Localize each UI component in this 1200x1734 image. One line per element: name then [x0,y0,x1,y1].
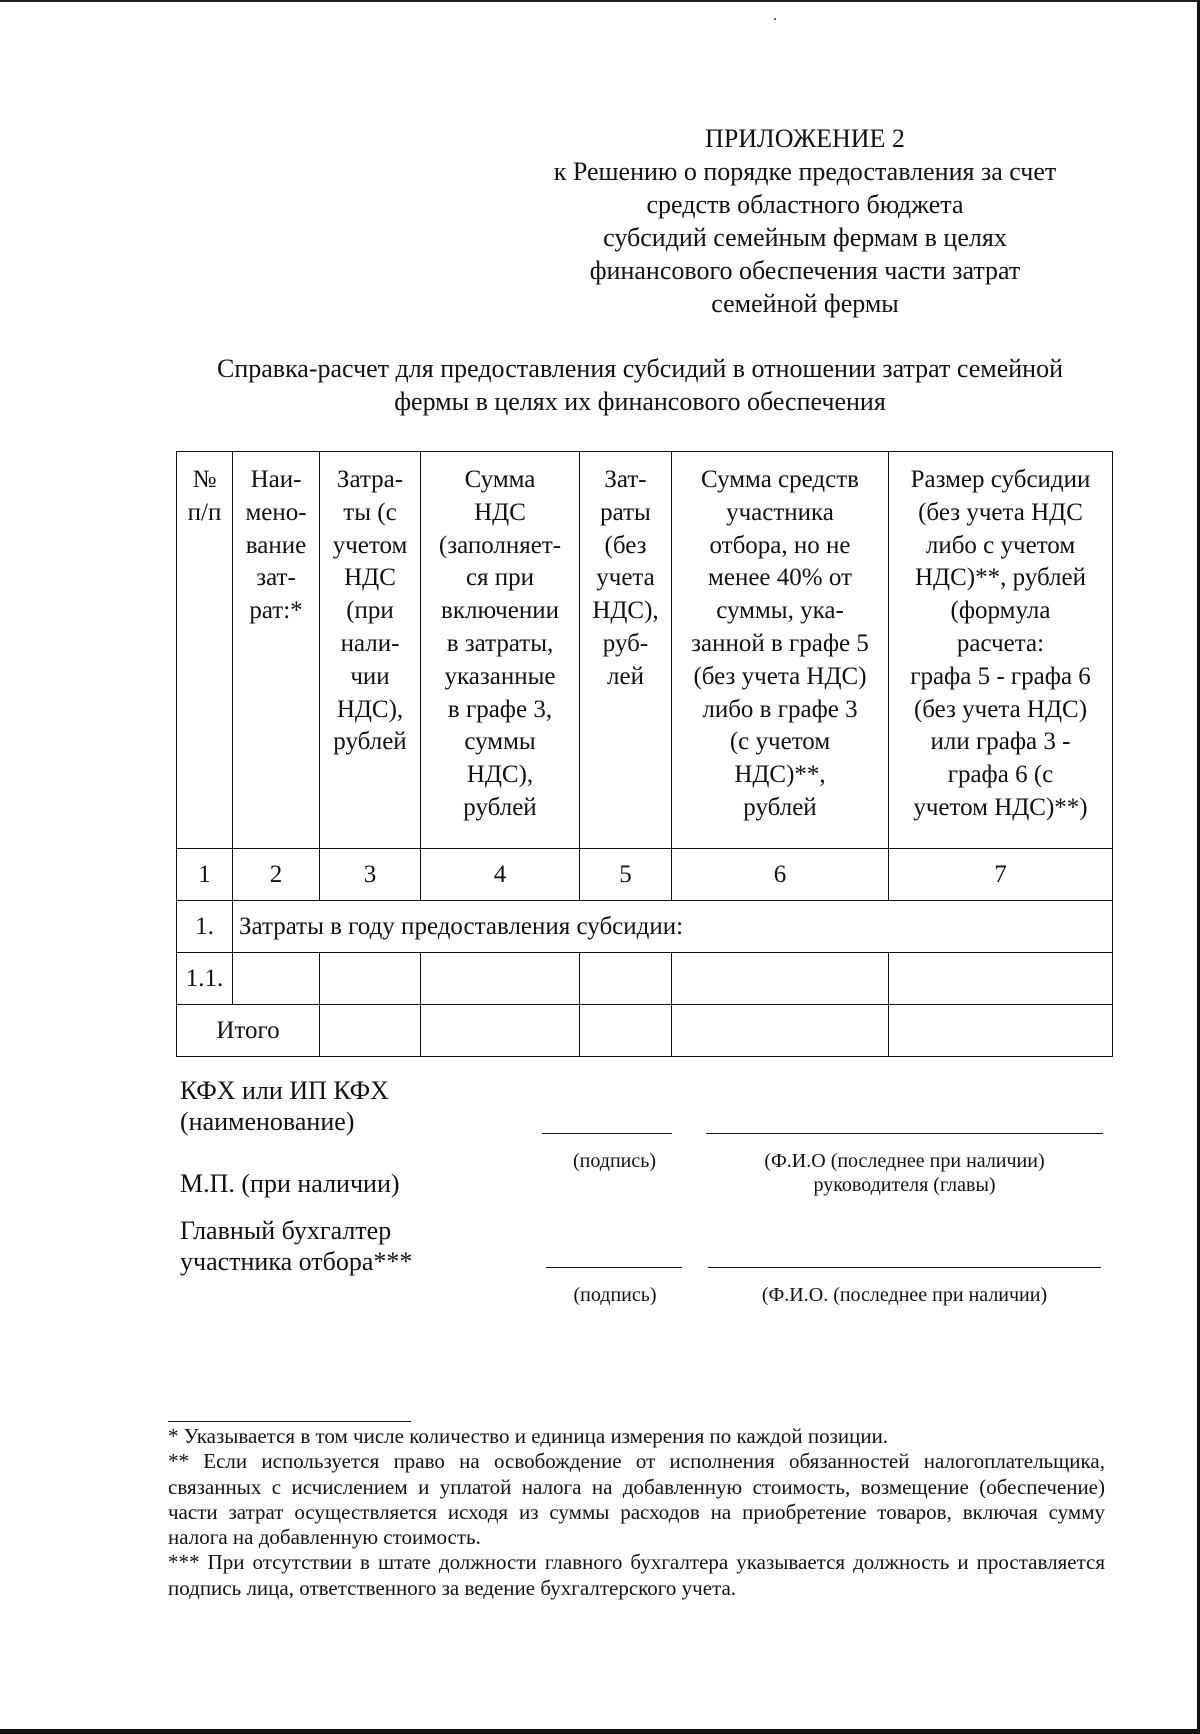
appendix-header [480,122,1130,320]
head-name-line[interactable] [706,1133,1103,1134]
header-text-line: (при [346,597,394,625]
header-text-line: № [192,466,217,493]
total-cell[interactable] [421,1005,580,1057]
header-text-line: Сумма средств [701,466,859,493]
header-text-line: раты [600,498,651,526]
accountant-label-line: участника отбора*** [180,1247,413,1276]
section-number: 1. [177,901,233,953]
header-text-line: Наи- [250,466,302,493]
header-text-line: (без учета НДС) [913,695,1088,723]
calculation-table [176,451,1113,1057]
header-text-line: или графа 3 - [930,728,1071,756]
empty-cell[interactable] [233,953,320,1005]
header-text-line: в графе 3, [447,695,553,723]
org-label [180,1075,389,1137]
appendix-line: финансового обеспечения части затрат [589,256,1021,285]
header-text-line: рублей [463,793,537,821]
total-cell[interactable] [580,1005,672,1057]
org-label-line: КФХ или ИП КФХ [180,1076,389,1105]
total-cell[interactable] [320,1005,421,1057]
document-title-line: Справка-расчет для предоставления субсидий в отношении затрат семейной [217,354,1063,383]
header-text-line: зат- [256,564,296,592]
appendix-line: к Решению о порядке предоставления за счет [553,157,1057,186]
header-text-line: НДС [474,498,526,526]
accountant-label-line: Главный бухгалтер [180,1216,392,1245]
appendix-line: средств областного бюджета [646,190,964,219]
header-cell-costs-without-vat [580,452,672,849]
head-name-caption-line: руководителя (главы) [813,1174,996,1196]
total-cell[interactable] [672,1005,889,1057]
appendix-line: субсидий семейным фермам в целях [603,223,1007,252]
column-number: 2 [233,849,320,901]
header-text-line: НДС)**, [734,761,826,789]
header-text-line: занной в графе 5 [691,629,869,657]
header-text-line: НДС [344,564,396,592]
scan-edge-top [0,0,1200,2]
accountant-name-line[interactable] [708,1267,1101,1268]
head-signature-line[interactable] [542,1133,672,1134]
empty-cell[interactable] [672,953,889,1005]
header-text-line: Зат- [604,466,647,493]
header-text-line: учетом НДС)**) [913,793,1088,821]
header-text-line: расчета: [956,629,1045,657]
header-cell-number [177,452,233,849]
footnote-separator [168,1421,411,1422]
header-text-line: НДС)**, рублей [915,564,1086,592]
header-text-line: чии [350,662,390,690]
head-signature-caption: (подпись) [572,1150,657,1172]
accountant-signature-caption: (подпись) [573,1284,657,1306]
stamp-label: М.П. (при наличии) [180,1169,400,1198]
appendix-title: ПРИЛОЖЕНИЕ 2 [705,124,905,153]
org-label-line: (наименование) [180,1107,355,1136]
scan-speck [774,18,776,20]
header-text-line: нали- [340,629,400,657]
header-text-line: рат:* [249,597,303,625]
header-text-line: либо с учетом [925,531,1076,559]
table-header-row [177,452,1113,849]
column-number: 3 [320,849,421,901]
column-number: 5 [580,849,672,901]
appendix-line: семейной фермы [711,289,899,318]
header-text-line: рублей [333,728,407,756]
row-number: 1.1. [177,953,233,1005]
footnote: * Указывается в том числе количество и единица измерения по каждой позиции. [168,1424,889,1448]
column-number: 4 [421,849,580,901]
header-text-line: Затра- [336,466,404,493]
header-text-line: либо в графе 3 [702,695,858,723]
header-text-line: в затраты, [446,629,554,657]
column-number-row [177,849,1113,901]
empty-cell[interactable] [320,953,421,1005]
header-text-line: отбора, но не [709,531,851,559]
header-text-line: графа 5 - графа 6 [910,662,1091,690]
document-title [160,352,1120,418]
head-name-caption-line: (Ф.И.О (последнее при наличии) [764,1150,1045,1172]
header-text-line: Сумма [464,466,536,493]
header-cell-costs-with-vat [320,452,421,849]
footnote: ** Если используется право на освобождение от исполнения обязанностей налогоплательщика, связанных с исчислением и уплатой налога на добавленную стоимость, возмещение (обеспечение) части затрат осуществляется исходя из суммы расходов на приобретение товаров, включая сумму налога на добавленную стоимость. [168,1449,1105,1550]
header-text-line: лей [607,662,644,690]
header-text-line: участника [726,498,834,526]
header-text-line: (заполняет- [438,531,562,559]
footnote: *** При отсутствии в штате должности главного бухгалтера указывается должность и проставляется подпись лица, ответственного за ведение бухгалтерского учета. [168,1550,1105,1600]
column-number: 1 [177,849,233,901]
header-text-line: ты (с [343,498,397,526]
header-text-line: Размер субсидии [910,466,1091,493]
document-title-line: фермы в целях их финансового обеспечения [394,387,886,416]
header-text-line: учетом [332,531,408,559]
header-text-line: (без учета НДС [918,498,1083,526]
header-text-line: менее 40% от [708,564,852,592]
section-title: Затраты в году предоставления субсидии: [233,901,1113,953]
header-cell-cost-name [233,452,320,849]
footnotes [168,1424,1105,1601]
header-cell-vat-amount [421,452,580,849]
accountant-signature-line[interactable] [546,1267,682,1268]
header-cell-participant-funds [672,452,889,849]
header-text-line: включении [441,597,559,625]
empty-cell[interactable] [421,953,580,1005]
header-text-line: (формула [950,597,1051,625]
header-text-line: мено- [245,498,307,526]
header-text-line: (с учетом [729,728,831,756]
header-text-line: ся при [465,564,535,592]
accountant-name-caption: (Ф.И.О. (последнее при наличии) [761,1284,1048,1306]
header-text-line: учета [596,564,655,592]
column-number: 6 [672,849,889,901]
header-text-line: суммы [464,728,536,756]
head-name-caption [706,1149,1103,1197]
header-text-line: рублей [743,793,817,821]
column-number: 7 [889,849,1113,901]
scan-edge-bottom [0,1729,1200,1734]
header-text-line: (без [604,531,647,559]
header-text-line: (без учета НДС) [693,662,867,690]
header-text-line: п/п [187,498,222,526]
section-row [177,901,1113,953]
header-text-line: НДС), [336,695,404,723]
accountant-label [180,1215,412,1277]
empty-cell[interactable] [580,953,672,1005]
header-text-line: суммы, ука- [716,597,844,625]
header-text-line: графа 6 (с [947,761,1054,789]
header-text-line: указанные [444,662,556,690]
header-text-line: вание [245,531,307,559]
header-text-line: НДС), [466,761,534,789]
total-row [177,1005,1113,1057]
empty-cell[interactable] [889,953,1113,1005]
header-text-line: НДС), [592,597,659,625]
total-label: Итого [177,1005,320,1057]
header-cell-subsidy-amount [889,452,1113,849]
total-cell[interactable] [889,1005,1113,1057]
header-text-line: руб- [602,629,649,657]
table-row [177,953,1113,1005]
